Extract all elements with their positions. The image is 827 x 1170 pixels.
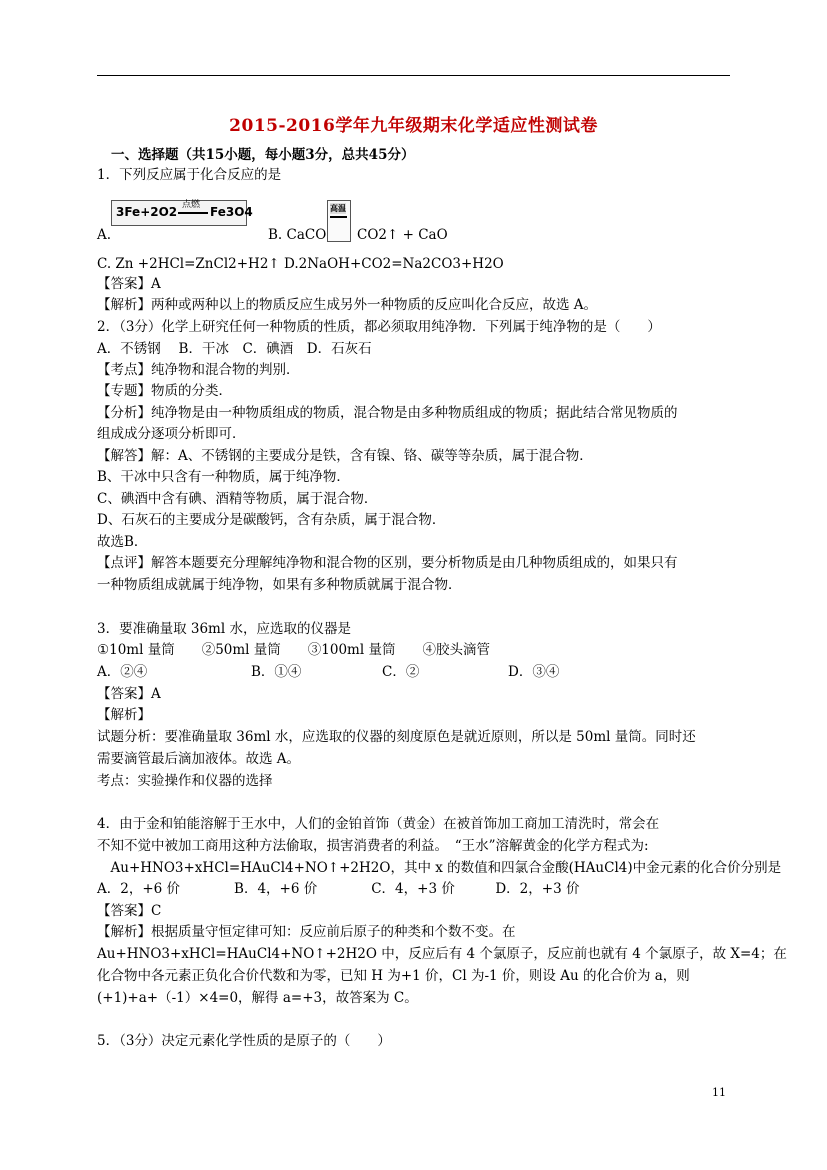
page-number: 11 (712, 1086, 726, 1099)
q4-stem-line3: Au+HNO3+xHCl=HAuCl4+NO↑+2H2O，其中 x 的数值和四氯合金酸(HAuCl4)中金元素的化合价分别是 (97, 860, 782, 876)
q1-equation-image (111, 200, 253, 226)
q2-jieda-line3: C、碘酒中含有碘、酒精等物质，属于混合物． (97, 491, 378, 507)
q4-analysis-line3: 化合物中各元素正负化合价代数和为零，已知 H 为+1 价，Cl 为-1 价，则设 Au 的化合价为 a，则 (97, 968, 690, 984)
q2-options: A．不锈钢 B．干冰 C．碘酒 D．石灰石 (97, 341, 372, 357)
q3-option-a: A．②④ (97, 664, 148, 680)
q2-kaodian: 【考点】纯净物和混合物的判别． (97, 362, 300, 378)
q1-option-b-post: CO2↑ + CaO (357, 227, 448, 243)
q4-analysis-line2: Au+HNO3+xHCl=HAuCl4+NO↑+2H2O 中，反应后有 4 个氯原子，反应前也就有 4 个氯原子，故 X=4；在 (97, 946, 787, 962)
q1-heat-condition-image (327, 200, 351, 242)
q2-jieda-line1: 【解答】解：A、不锈钢的主要成分是铁，含有镍、铬、碳等等杂质，属于混合物． (97, 448, 593, 464)
q4-options: A．2，+6 价 B．4，+6 价 C．4，+3 价 D．2，+3 价 (97, 881, 580, 897)
q1-option-b-pre: B. CaCO (268, 227, 327, 243)
q3-analysis-line1: 试题分析：要准确量取 36ml 水，应选取的仪器的刻度原色是就近原则，所以是 50ml 量筒。同时还 (97, 729, 696, 745)
q2-jieda-line2: B、干冰中只含有一种物质，属于纯净物． (97, 469, 350, 485)
q2-stem: 2．（3分）化学上研究任何一种物质的性质，都必须取用纯净物．下列属于纯净物的是（ ） (97, 319, 661, 335)
q4-stem-line2: 不知不觉中被加工商用这种方法偷取，损害消费者的利益。 “王水”溶解黄金的化学方程式为: (97, 838, 649, 854)
equation-lhs: 3Fe+2O2 (116, 205, 178, 219)
q3-option-c: C．② (382, 664, 420, 680)
equation-condition: 点燃 (182, 200, 201, 210)
heat-condition-bar (330, 216, 347, 218)
q4-analysis-line1: 【解析】根据质量守恒定律可知：反应前后原子的种类和个数不变。在 (97, 924, 516, 940)
q3-stem: 3．要准确量取 36ml 水，应选取的仪器是 (97, 621, 351, 637)
section-heading: 一、选择题（共15小题，每小题3分，总共45分） (111, 147, 415, 163)
q4-stem-line1: 4．由于金和铂能溶解于王水中，人们的金铂首饰（黄金）在被首饰加工商加工清洗时，常会在 (97, 816, 660, 832)
q3-answer: 【答案】A (97, 686, 161, 702)
q2-fenxi-line1: 【分析】纯净物是由一种物质组成的物质，混合物是由多种物质组成的物质；据此结合常见物质的 (97, 405, 678, 421)
q3-items: ①10ml 量筒 ②50ml 量筒 ③100ml 量筒 ④胶头滴管 (97, 642, 490, 658)
q3-option-b: B．①④ (251, 664, 302, 680)
heat-condition-label: 高温 (330, 204, 346, 213)
q1-options-cd: C. Zn +2HCl=ZnCl2+H2↑ D.2NaOH+CO2=Na2CO3+H2O (97, 256, 504, 272)
q3-analysis-line2: 需要滴管最后滴加液体。故选 A。 (97, 751, 301, 767)
q2-guxuan: 故选B． (97, 534, 148, 550)
header-rule (97, 75, 730, 76)
q3-jiexi: 【解析】 (97, 707, 151, 723)
q3-option-d: D．③④ (508, 664, 560, 680)
q5-stem: 5．（3分）决定元素化学性质的是原子的（ ） (97, 1033, 391, 1049)
q2-jieda-line4: D、石灰石的主要成分是碳酸钙，含有杂质，属于混合物． (97, 512, 446, 528)
q3-kaodian: 考点：实验操作和仪器的选择 (97, 773, 273, 789)
q2-fenxi-line2: 组成成分逐项分析即可． (97, 426, 246, 442)
q1-analysis: 【解析】两种或两种以上的物质反应生成另外一种物质的反应叫化合反应，故选 A。 (97, 297, 598, 313)
page-title: 2015-2016学年九年级期末化学适应性测试卷 (229, 116, 598, 136)
q2-zhuanti: 【专题】物质的分类． (97, 383, 232, 399)
q1-answer: 【答案】A (97, 276, 161, 292)
q4-answer: 【答案】C (97, 903, 162, 919)
q1-option-a: A. (97, 227, 112, 243)
equation-rhs: Fe3O4 (210, 205, 253, 219)
q2-dianping-line1: 【点评】解答本题要充分理解纯净物和混合物的区别，要分析物质是由几种物质组成的，如果只有 (97, 555, 678, 571)
q1-stem: 1．下列反应属于化合反应的是 (97, 167, 282, 183)
q2-dianping-line2: 一种物质组成就属于纯净物，如果有多种物质就属于混合物． (97, 577, 462, 593)
equation-bar (178, 212, 208, 214)
q4-analysis-line4: (+1)+a+（-1）×4=0，解得 a=+3，故答案为 C。 (97, 990, 418, 1006)
